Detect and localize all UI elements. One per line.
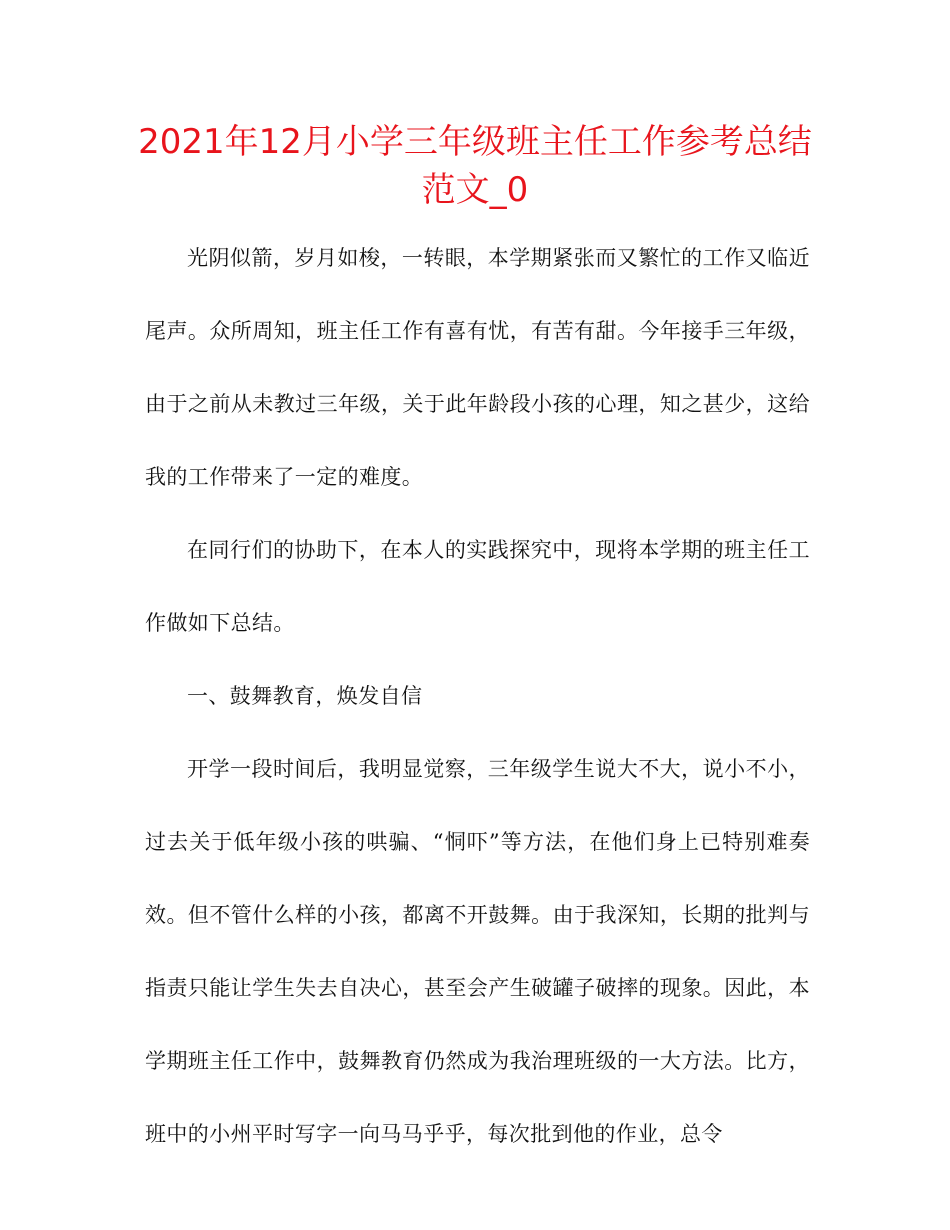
document-title: 2021年12月小学三年级班主任工作参考总结范文_0 xyxy=(138,122,812,210)
section-heading-encouragement: 一、鼓舞教育，焕发自信 xyxy=(187,684,423,708)
document-body xyxy=(145,222,810,1171)
paragraph-intro: 光阴似箭，岁月如梭，一转眼，本学期紧张而又繁忙的工作又临近尾声。众所周知，班主任工作有喜有忧，有苦有甜。今年接手三年级，由于之前从未教过三年级，关于此年龄段小孩的心理，知之甚少，这给我的工作带来了一定的难度。 xyxy=(145,246,810,489)
paragraph-encouragement: 开学一段时间后，我明显觉察，三年级学生说大不大，说小不小，过去关于低年级小孩的哄骗、“恫吓”等方法，在他们身上已特别难奏效。但不管什么样的小孩，都离不开鼓舞。由于我深知，长期的批判与指责只能让学生失去自决心，甚至会产生破罐子破摔的现象。因此，本学期班主任工作中，鼓舞教育仍然成为我治理班级的一大方法。比方，班中的小州平时写字一向马马乎乎，每次批到他的作业，总令 xyxy=(145,757,810,1146)
paragraph-summary-lead: 在同行们的协助下，在本人的实践探究中，现将本学期的班主任工作做如下总结。 xyxy=(145,538,810,635)
